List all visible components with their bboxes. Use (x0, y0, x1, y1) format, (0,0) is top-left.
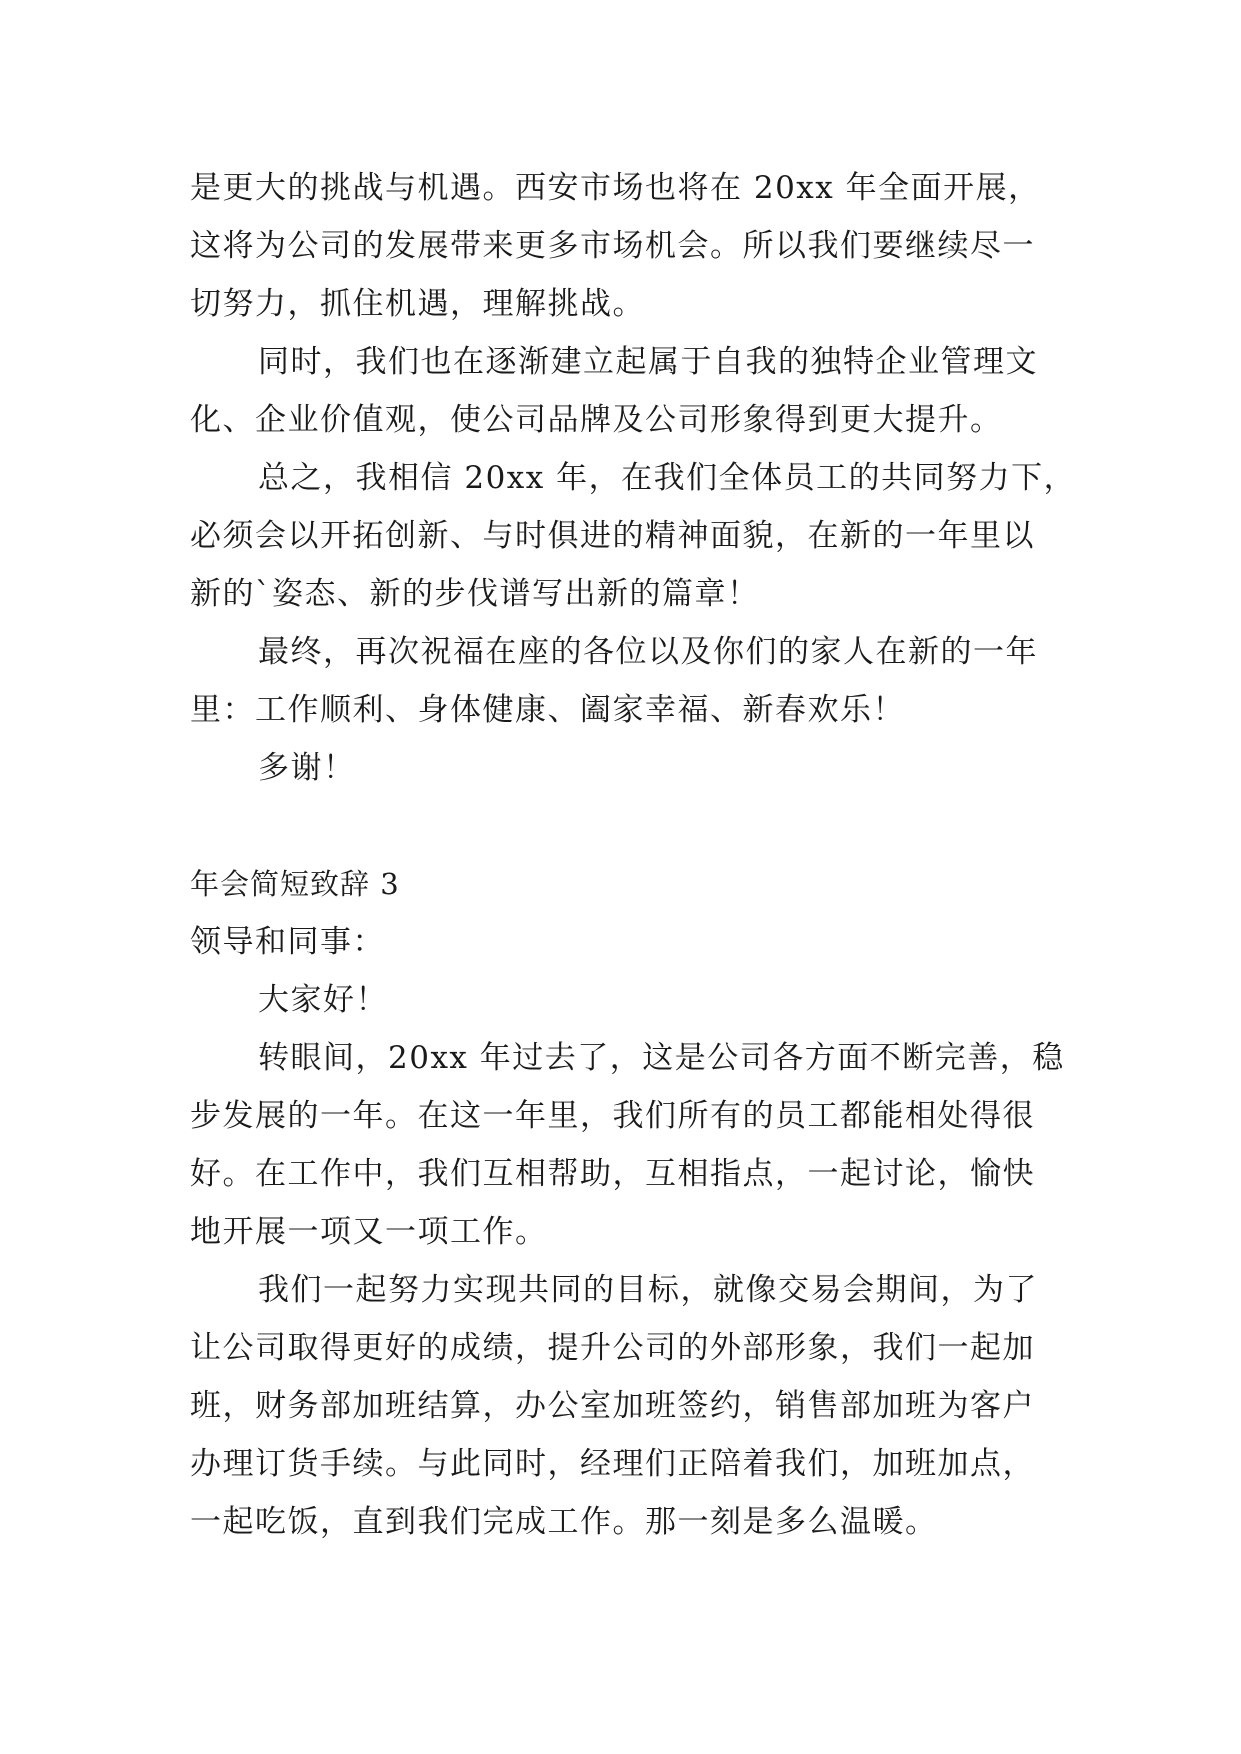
paragraph-line: 新的`姿态、新的步伐谱写出新的篇章！ (190, 576, 760, 612)
greeting: 大家好！ (258, 982, 388, 1018)
section-heading: 年会简短致辞 3 (190, 867, 400, 901)
paragraph-line: 好。在工作中，我们互相帮助，互相指点，一起讨论，愉快 (190, 1156, 1035, 1192)
paragraph-line: 同时，我们也在逐渐建立起属于自我的独特企业管理文 (258, 344, 1038, 380)
paragraph-line: 我们一起努力实现共同的目标，就像交易会期间，为了 (258, 1272, 1038, 1308)
paragraph-line: 总之，我相信 20xx 年，在我们全体员工的共同努力下， (258, 460, 1077, 496)
paragraph-line: 是更大的挑战与机遇。西安市场也将在 20xx 年全面开展， (190, 170, 1041, 206)
paragraph-line: 多谢！ (258, 750, 356, 786)
paragraph-line: 办理订货手续。与此同时，经理们正陪着我们，加班加点， (190, 1446, 1035, 1482)
paragraph-line: 步发展的一年。在这一年里，我们所有的员工都能相处得很 (190, 1098, 1035, 1134)
paragraph-line: 地开展一项又一项工作。 (190, 1214, 548, 1250)
paragraph-line: 最终，再次祝福在座的各位以及你们的家人在新的一年 (258, 634, 1038, 670)
paragraph-line: 班，财务部加班结算，办公室加班签约，销售部加班为客户 (190, 1388, 1035, 1424)
paragraph-line: 让公司取得更好的成绩，提升公司的外部形象，我们一起加 (190, 1330, 1035, 1366)
paragraph-line: 必须会以开拓创新、与时俱进的精神面貌，在新的一年里以 (190, 518, 1035, 554)
paragraph-line: 切努力，抓住机遇，理解挑战。 (190, 286, 645, 322)
paragraph-line: 一起吃饭，直到我们完成工作。那一刻是多么温暖。 (190, 1504, 938, 1540)
paragraph-line: 里：工作顺利、身体健康、阖家幸福、新春欢乐！ (190, 692, 905, 728)
paragraph-line: 这将为公司的发展带来更多市场机会。所以我们要继续尽一 (190, 228, 1035, 264)
paragraph-line: 转眼间，20xx 年过去了，这是公司各方面不断完善，稳 (258, 1040, 1065, 1076)
salutation: 领导和同事： (190, 924, 385, 960)
paragraph-line: 化、企业价值观，使公司品牌及公司形象得到更大提升。 (190, 402, 1003, 438)
